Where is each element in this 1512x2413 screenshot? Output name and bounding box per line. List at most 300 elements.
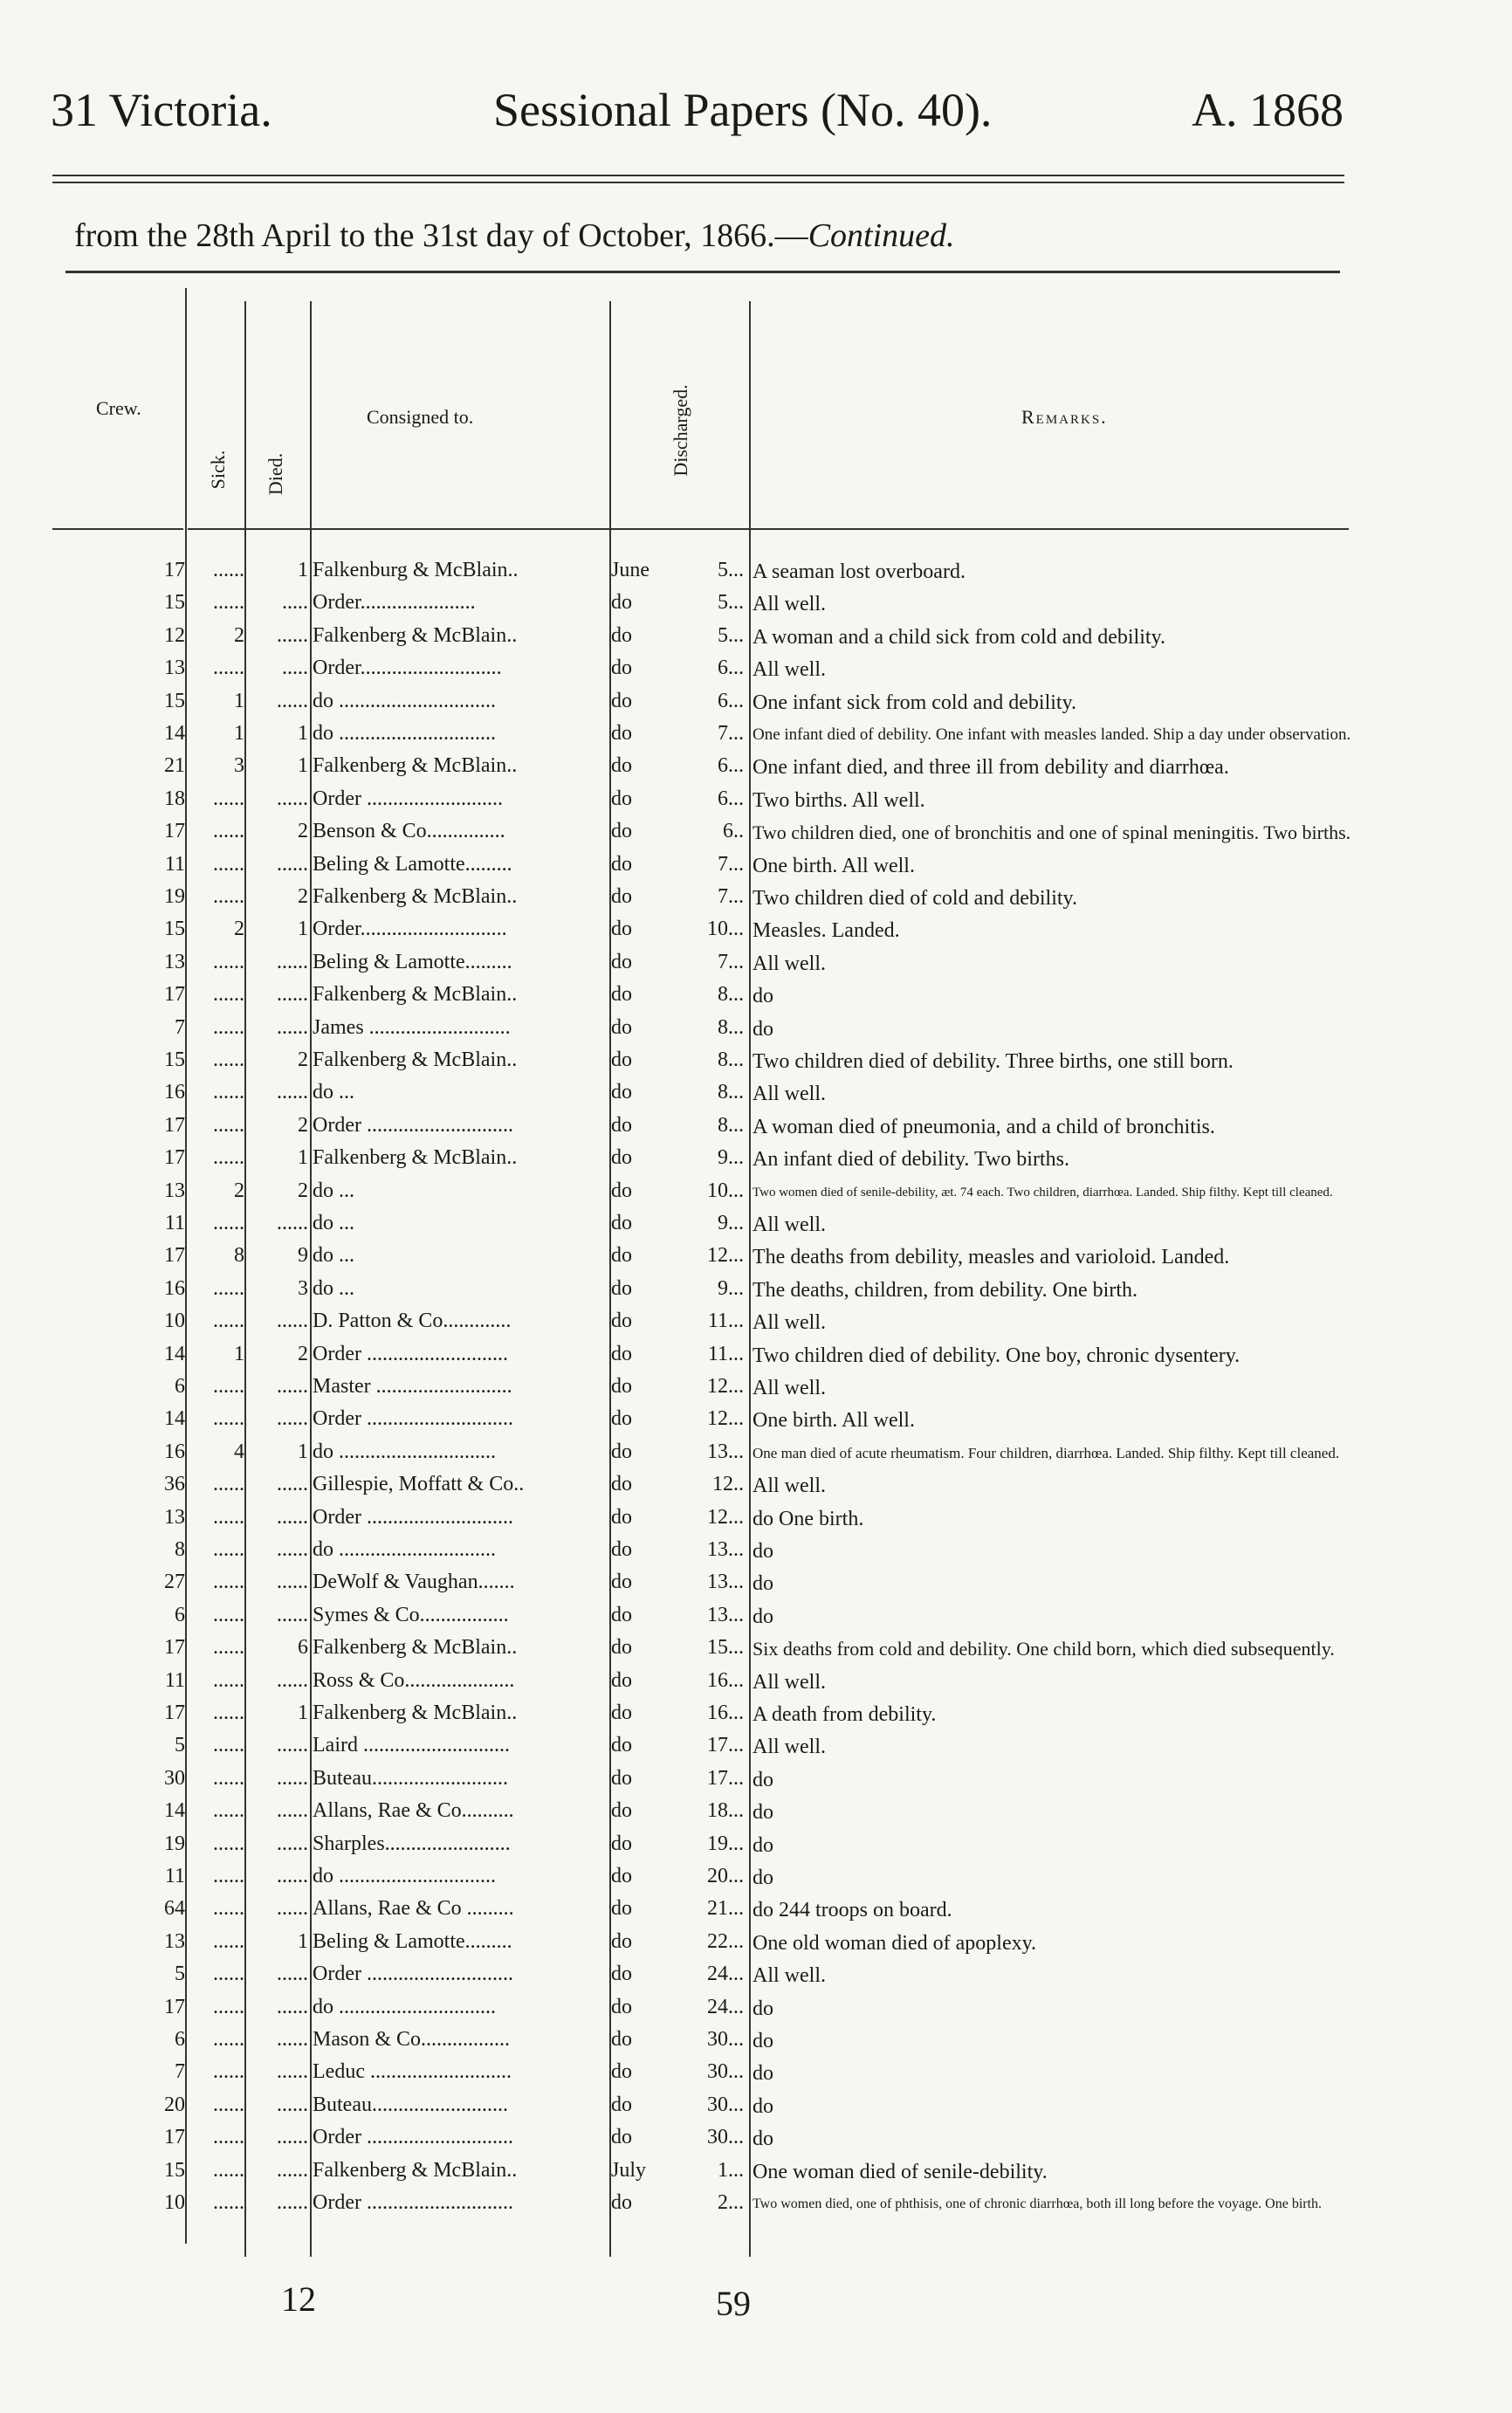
discharged-day-cell: 16... (707, 1669, 744, 1692)
died-cell: 6 (298, 1636, 308, 1659)
crew-cell: 15 (164, 2159, 185, 2182)
consigned-cell: Falkenberg & McBlain.. (313, 885, 518, 908)
table-row (0, 1636, 1512, 1662)
discharged-day-cell: 6.. (723, 820, 744, 842)
remarks-cell: One birth. All well. (753, 1409, 915, 1432)
table-row (0, 722, 1512, 748)
sick-cell: ...... (213, 1048, 244, 1071)
discharged-day-cell: 9... (718, 1146, 744, 1169)
died-cell: ...... (277, 951, 308, 973)
table-row (0, 1963, 1512, 1989)
col-header-consigned: Consigned to. (367, 406, 474, 428)
discharged-day-cell: 7... (718, 853, 744, 876)
crew-cell: 5 (175, 1734, 185, 1756)
crew-cell: 10 (164, 1310, 185, 1332)
discharged-month-cell: do (611, 951, 632, 973)
discharged-day-cell: 19... (707, 1832, 744, 1855)
consigned-cell: Order........................... (313, 657, 502, 679)
consigned-cell: Symes & Co................. (313, 1604, 509, 1626)
crew-cell: 36 (164, 1473, 185, 1495)
sick-cell: ...... (213, 1636, 244, 1659)
table-row (0, 1179, 1512, 1206)
died-cell: ...... (277, 1799, 308, 1822)
subtitle-emphasis: Continued. (808, 217, 955, 254)
discharged-month-cell: do (611, 1506, 632, 1529)
died-cell: 2 (298, 1179, 308, 1202)
crew-cell: 13 (164, 1930, 185, 1953)
remarks-cell: do (753, 2128, 773, 2150)
discharged-month-cell: do (611, 1538, 632, 1561)
discharged-day-cell: 30... (707, 2093, 744, 2116)
discharged-month-cell: do (611, 591, 632, 614)
consigned-cell: DeWolf & Vaughan....... (313, 1571, 515, 1593)
consigned-cell: do ... (313, 1081, 354, 1103)
crew-cell: 7 (175, 1016, 185, 1039)
crew-cell: 11 (164, 1212, 185, 1234)
consigned-cell: do .............................. (313, 1865, 496, 1887)
died-cell: ...... (277, 1963, 308, 1985)
discharged-day-cell: 8... (718, 983, 744, 1006)
died-cell: ...... (277, 1473, 308, 1495)
sick-cell: ...... (213, 559, 244, 581)
died-cell: 1 (298, 559, 308, 581)
sick-cell: ...... (213, 1734, 244, 1756)
header-underline (188, 528, 1349, 530)
remarks-cell: All well. (753, 1964, 826, 1987)
discharged-day-cell: 8... (718, 1081, 744, 1103)
discharged-month-cell: do (611, 1473, 632, 1495)
sick-cell: ...... (213, 1799, 244, 1822)
table-row (0, 1604, 1512, 1630)
sick-cell: ...... (213, 1701, 244, 1724)
discharged-day-cell: 7... (718, 951, 744, 973)
consigned-cell: Buteau.......................... (313, 1767, 508, 1790)
consigned-cell: Ross & Co..................... (313, 1669, 515, 1692)
table-row (0, 1473, 1512, 1499)
subtitle (74, 217, 955, 255)
discharged-day-cell: 9... (718, 1277, 744, 1300)
crew-cell: 20 (164, 2093, 185, 2116)
discharged-month-cell: do (611, 1179, 632, 1202)
discharged-month-cell: do (611, 1832, 632, 1855)
discharged-month-cell: do (611, 918, 632, 940)
consigned-cell: Falkenberg & McBlain.. (313, 624, 518, 647)
table-row (0, 1375, 1512, 1401)
remarks-cell: Two children died of debility. Three births, one still born. (753, 1050, 1234, 1073)
sick-cell: ...... (213, 1571, 244, 1593)
sick-cell: ...... (213, 1538, 244, 1561)
discharged-day-cell: 12... (707, 1407, 744, 1430)
discharged-month-cell: do (611, 2028, 632, 2051)
table-row (0, 1048, 1512, 1075)
died-cell: ...... (277, 1016, 308, 1039)
died-cell: ...... (277, 1669, 308, 1692)
discharged-month-cell: do (611, 624, 632, 647)
remarks-cell: An infant died of debility. Two births. (753, 1148, 1069, 1171)
consigned-cell: Beling & Lamotte......... (313, 1930, 512, 1953)
discharged-month-cell: do (611, 853, 632, 876)
header-center: Sessional Papers (No. 40). (493, 84, 993, 136)
died-cell: ...... (277, 1506, 308, 1529)
crew-cell: 17 (164, 1146, 185, 1169)
table-row (0, 1571, 1512, 1597)
discharged-month-cell: do (611, 690, 632, 712)
consigned-cell: do .............................. (313, 690, 496, 712)
table-row (0, 1897, 1512, 1923)
remarks-cell: do (753, 985, 773, 1007)
consigned-cell: Order............................ (313, 918, 507, 940)
header-rule (52, 175, 1344, 176)
remarks-cell: A death from debility. (753, 1703, 937, 1726)
table-row (0, 2159, 1512, 2185)
sick-cell: ...... (213, 2191, 244, 2214)
died-cell: ...... (277, 2159, 308, 2182)
consigned-cell: Mason & Co................. (313, 2028, 511, 2051)
consigned-cell: Allans, Rae & Co ......... (313, 1897, 514, 1920)
crew-cell: 17 (164, 1701, 185, 1724)
footer-center: 59 (716, 2284, 751, 2323)
remarks-cell: do (753, 1834, 773, 1857)
discharged-day-cell: 30... (707, 2028, 744, 2051)
died-cell: ...... (277, 1538, 308, 1561)
crew-cell: 17 (164, 983, 185, 1006)
discharged-day-cell: 1... (718, 2159, 744, 2182)
remarks-cell: One old woman died of apoplexy. (753, 1932, 1037, 1955)
died-cell: 1 (298, 722, 308, 745)
died-cell: 9 (298, 1244, 308, 1267)
discharged-month-cell: June (611, 559, 649, 581)
subtitle-text: from the 28th April to the 31st day of October, 1866.— (74, 217, 808, 254)
sick-cell: 1 (234, 690, 244, 712)
crew-cell: 18 (164, 787, 185, 810)
remarks-cell: The deaths, children, from debility. One birth. (753, 1279, 1137, 1302)
crew-cell: 17 (164, 1114, 185, 1137)
sick-cell: ...... (213, 1310, 244, 1332)
crew-cell: 6 (175, 2028, 185, 2051)
table-row (0, 1506, 1512, 1532)
remarks-cell: All well. (753, 658, 826, 681)
remarks-cell: The deaths from debility, measles and varioloid. Landed. (753, 1246, 1230, 1268)
discharged-day-cell: 6... (718, 787, 744, 810)
table-row (0, 1016, 1512, 1042)
discharged-month-cell: do (611, 1996, 632, 2018)
consigned-cell: Falkenberg & McBlain.. (313, 983, 518, 1006)
footer-left: 12 (281, 2279, 316, 2319)
consigned-cell: Laird ............................ (313, 1734, 510, 1756)
discharged-month-cell: do (611, 1212, 632, 1234)
died-cell: ...... (277, 624, 308, 647)
crew-cell: 6 (175, 1375, 185, 1398)
table-row (0, 983, 1512, 1009)
crew-cell: 5 (175, 1963, 185, 1985)
sick-cell: ...... (213, 1277, 244, 1300)
consigned-cell: do .............................. (313, 1538, 496, 1561)
remarks-cell: Two births. All well. (753, 789, 925, 812)
discharged-day-cell: 7... (718, 885, 744, 908)
remarks-cell: do (753, 1540, 773, 1563)
discharged-day-cell: 30... (707, 2060, 744, 2083)
crew-cell: 14 (164, 1343, 185, 1365)
sick-cell: ...... (213, 1604, 244, 1626)
died-cell: ...... (277, 1407, 308, 1430)
table-row (0, 1244, 1512, 1270)
discharged-day-cell: 17... (707, 1734, 744, 1756)
crew-cell: 13 (164, 657, 185, 679)
discharged-month-cell: do (611, 1571, 632, 1593)
died-cell: ...... (277, 1081, 308, 1103)
table-row (0, 1996, 1512, 2022)
table-row (0, 2028, 1512, 2054)
discharged-day-cell: 13... (707, 1571, 744, 1593)
died-cell: 1 (298, 1146, 308, 1169)
crew-cell: 10 (164, 2191, 185, 2214)
sick-cell: 2 (234, 918, 244, 940)
remarks-cell: Measles. Landed. (753, 919, 900, 942)
header-rule-thin (52, 182, 1344, 183)
remarks-cell: Two children died of cold and debility. (753, 887, 1077, 910)
table-row (0, 1669, 1512, 1695)
discharged-day-cell: 12... (707, 1375, 744, 1398)
died-cell: ..... (282, 591, 308, 614)
table-row (0, 1538, 1512, 1564)
consigned-cell: Falkenberg & McBlain.. (313, 1048, 518, 1071)
crew-cell: 19 (164, 885, 185, 908)
died-cell: 1 (298, 1701, 308, 1724)
col-header-sick: Sick. (207, 450, 229, 490)
crew-cell: 11 (164, 1669, 185, 1692)
crew-cell: 14 (164, 1407, 185, 1430)
table-row (0, 624, 1512, 650)
sick-cell: ...... (213, 885, 244, 908)
sick-cell: ...... (213, 853, 244, 876)
remarks-cell: do (753, 1866, 773, 1889)
table-row (0, 657, 1512, 683)
crew-cell: 7 (175, 2060, 185, 2083)
discharged-month-cell: do (611, 1048, 632, 1071)
crew-cell: 17 (164, 559, 185, 581)
discharged-month-cell: do (611, 885, 632, 908)
consigned-cell: do ... (313, 1244, 354, 1267)
table-row (0, 885, 1512, 911)
died-cell: 1 (298, 754, 308, 777)
discharged-month-cell: do (611, 1310, 632, 1332)
discharged-day-cell: 12.. (712, 1473, 744, 1495)
discharged-month-cell: do (611, 1865, 632, 1887)
remarks-cell: One infant sick from cold and debility. (753, 691, 1077, 714)
consigned-cell: Order ............................ (313, 1407, 513, 1430)
died-cell: 2 (298, 1343, 308, 1365)
discharged-day-cell: 11... (707, 1343, 744, 1365)
sick-cell: ...... (213, 1212, 244, 1234)
sick-cell: ...... (213, 1407, 244, 1430)
crew-cell: 64 (164, 1897, 185, 1920)
died-cell: 2 (298, 820, 308, 842)
consigned-cell: Falkenberg & McBlain.. (313, 1636, 518, 1659)
died-cell: ...... (277, 1865, 308, 1887)
table-row (0, 2093, 1512, 2120)
table-row (0, 754, 1512, 780)
remarks-cell: One woman died of senile-debility. (753, 2161, 1048, 2183)
consigned-cell: Order ........................... (313, 1343, 508, 1365)
crew-cell: 11 (164, 853, 185, 876)
sick-cell: 1 (234, 722, 244, 745)
consigned-cell: Allans, Rae & Co.......... (313, 1799, 514, 1822)
died-cell: ...... (277, 2126, 308, 2148)
table-row (0, 1799, 1512, 1825)
died-cell: 1 (298, 1930, 308, 1953)
sick-cell: ...... (213, 1897, 244, 1920)
discharged-day-cell: 11... (707, 1310, 744, 1332)
sick-cell: ...... (213, 1669, 244, 1692)
sick-cell: ...... (213, 1963, 244, 1985)
consigned-cell: Falkenburg & McBlain.. (313, 559, 519, 581)
crew-cell: 11 (164, 1865, 185, 1887)
died-cell: ...... (277, 1767, 308, 1790)
died-cell: ...... (277, 1832, 308, 1855)
consigned-cell: Order ............................ (313, 1114, 513, 1137)
discharged-day-cell: 6... (718, 690, 744, 712)
discharged-month-cell: do (611, 1343, 632, 1365)
discharged-month-cell: do (611, 1734, 632, 1756)
discharged-month-cell: do (611, 1604, 632, 1626)
sick-cell: ...... (213, 657, 244, 679)
remarks-cell: A woman and a child sick from cold and debility. (753, 626, 1166, 649)
discharged-day-cell: 13... (707, 1538, 744, 1561)
consigned-cell: Benson & Co............... (313, 820, 505, 842)
col-header-crew: Crew. (96, 397, 141, 419)
discharged-day-cell: 5... (718, 559, 744, 581)
consigned-cell: Falkenberg & McBlain.. (313, 1701, 518, 1724)
crew-cell: 6 (175, 1604, 185, 1626)
discharged-day-cell: 24... (707, 1963, 744, 1985)
sick-cell: ...... (213, 1506, 244, 1529)
discharged-day-cell: 5... (718, 624, 744, 647)
remarks-cell: One infant died, and three ill from debility and diarrhœa. (753, 756, 1229, 779)
died-cell: ...... (277, 1996, 308, 2018)
crew-cell: 12 (164, 624, 185, 647)
table-row (0, 2060, 1512, 2086)
sick-cell: ...... (213, 2159, 244, 2182)
discharged-month-cell: do (611, 1799, 632, 1822)
remarks-cell: All well. (753, 1475, 826, 1497)
sick-cell: ...... (213, 1016, 244, 1039)
remarks-cell: All well. (753, 1083, 826, 1105)
remarks-cell: do (753, 2062, 773, 2085)
remarks-cell: All well. (753, 1671, 826, 1694)
discharged-month-cell: July (611, 2159, 647, 2182)
col-header-died: Died. (265, 452, 286, 496)
discharged-month-cell: do (611, 1767, 632, 1790)
crew-cell: 14 (164, 1799, 185, 1822)
remarks-cell: All well. (753, 593, 826, 615)
remarks-cell: All well. (753, 1377, 826, 1399)
consigned-cell: do ... (313, 1277, 354, 1300)
discharged-month-cell: do (611, 1016, 632, 1039)
discharged-day-cell: 30... (707, 2126, 744, 2148)
consigned-cell: Order .......................... (313, 787, 503, 810)
died-cell: ...... (277, 1212, 308, 1234)
table-row (0, 591, 1512, 617)
died-cell: ...... (277, 1734, 308, 1756)
discharged-day-cell: 16... (707, 1701, 744, 1724)
discharged-day-cell: 20... (707, 1865, 744, 1887)
sick-cell: ...... (213, 1865, 244, 1887)
consigned-cell: do .............................. (313, 1440, 496, 1463)
sick-cell: ...... (213, 1081, 244, 1103)
consigned-cell: do ... (313, 1179, 354, 1202)
discharged-month-cell: do (611, 1244, 632, 1267)
discharged-day-cell: 22... (707, 1930, 744, 1953)
table-row (0, 1440, 1512, 1467)
discharged-day-cell: 10... (707, 1179, 744, 1202)
table-row (0, 1343, 1512, 1369)
died-cell: ...... (277, 2093, 308, 2116)
table-row (0, 559, 1512, 585)
discharged-month-cell: do (611, 722, 632, 745)
consigned-cell: Gillespie, Moffatt & Co.. (313, 1473, 525, 1495)
died-cell: ...... (277, 1571, 308, 1593)
consigned-cell: Falkenberg & McBlain.. (313, 754, 518, 777)
discharged-month-cell: do (611, 1897, 632, 1920)
sick-cell: ...... (213, 2028, 244, 2051)
table-row (0, 1734, 1512, 1760)
discharged-month-cell: do (611, 1375, 632, 1398)
discharged-month-cell: do (611, 1440, 632, 1463)
discharged-day-cell: 24... (707, 1996, 744, 2018)
remarks-cell: Two children died, one of bronchitis and one of spinal meningitis. Two births. (753, 822, 1351, 843)
remarks-cell: Two women died, one of phthisis, one of chronic diarrhœa, both ill long before the voyage. One birth. (753, 2196, 1323, 2211)
sick-cell: ...... (213, 787, 244, 810)
table-row (0, 690, 1512, 716)
sick-cell: ...... (213, 2126, 244, 2148)
sick-cell: ...... (213, 2093, 244, 2116)
crew-cell: 17 (164, 1244, 185, 1267)
discharged-day-cell: 2... (718, 2191, 744, 2214)
crew-cell: 15 (164, 1048, 185, 1071)
crew-cell: 13 (164, 1506, 185, 1529)
remarks-cell: All well. (753, 1736, 826, 1758)
consigned-cell: do ... (313, 1212, 354, 1234)
discharged-day-cell: 21... (707, 1897, 744, 1920)
header-left: 31 Victoria. (51, 84, 272, 136)
table-row (0, 1407, 1512, 1433)
crew-cell: 17 (164, 1996, 185, 2018)
consigned-cell: do .............................. (313, 1996, 496, 2018)
remarks-cell: do (753, 1997, 773, 2020)
remarks-cell: Two women died of senile-debility, æt. 74 each. Two children, diarrhœa. Landed. Ship filthy. Kept till cleaned. (753, 1186, 1333, 1200)
discharged-month-cell: do (611, 1701, 632, 1724)
crew-cell: 13 (164, 951, 185, 973)
remarks-cell: do 244 troops on board. (753, 1899, 952, 1921)
sick-cell: ...... (213, 1996, 244, 2018)
discharged-day-cell: 6... (718, 754, 744, 777)
sick-cell: 2 (234, 1179, 244, 1202)
remarks-cell: All well. (753, 952, 826, 975)
crew-cell: 15 (164, 591, 185, 614)
crew-cell: 15 (164, 918, 185, 940)
discharged-month-cell: do (611, 787, 632, 810)
discharged-day-cell: 6... (718, 657, 744, 679)
table-row (0, 1146, 1512, 1172)
sick-cell: 3 (234, 754, 244, 777)
crew-cell: 21 (164, 754, 185, 777)
sick-cell: ...... (213, 1114, 244, 1137)
discharged-month-cell: do (611, 1081, 632, 1103)
discharged-month-cell: do (611, 1963, 632, 1985)
crew-cell: 17 (164, 1636, 185, 1659)
table-row (0, 1277, 1512, 1303)
discharged-month-cell: do (611, 1930, 632, 1953)
